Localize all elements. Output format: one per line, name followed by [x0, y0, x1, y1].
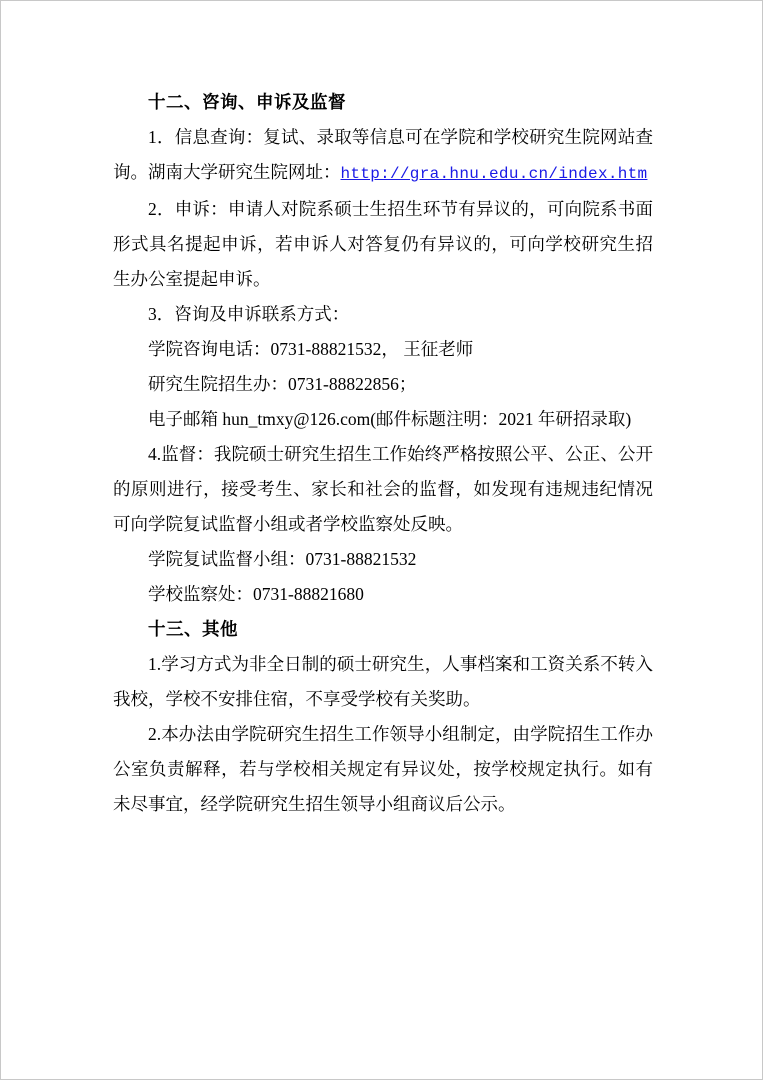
document-content [113, 85, 653, 822]
section-12-heading: 十二、咨询、申诉及监督 [148, 92, 346, 112]
contact-graduate-admissions-phone: 研究生院招生办：0731-88822856； [148, 374, 417, 394]
section-12-item-4: 4.监督：我院硕士研究生招生工作始终严格按照公平、公正、公开的原则进行，接受考生、家长和社会的监督，如发现有违规违纪情况可向学院复试监督小组或者学校监察处反映。 [113, 444, 653, 534]
section-12-item-1-text: 1．信息查询：复试、录取等信息可在学院和学校研究生院网站查询。湖南大学研究生院网址： [113, 127, 653, 182]
supervision-school-office: 学校监察处：0731-88821680 [148, 584, 364, 604]
graduate-school-website-link[interactable]: http://gra.hnu.edu.cn/index.htm [340, 165, 648, 183]
contact-college-phone: 学院咨询电话：0731-88821532， 王征老师 [148, 339, 474, 359]
section-13-heading: 十三、其他 [148, 619, 238, 639]
section-12-item-1 [113, 120, 653, 192]
section-13-item-1: 1.学习方式为非全日制的硕士研究生，人事档案和工资关系不转入我校，学校不安排住宿，不享受学校有关奖助。 [113, 654, 653, 709]
contact-email: 电子邮箱 hun_tmxy@126.com(邮件标题注明：2021 年研招录取) [148, 409, 632, 429]
supervision-college-group: 学院复试监督小组：0731-88821532 [148, 549, 417, 569]
section-12-item-3: 3．咨询及申诉联系方式： [148, 304, 350, 324]
section-13-item-2: 2.本办法由学院研究生招生工作领导小组制定，由学院招生工作办公室负责解释，若与学校相关规定有异议处，按学校规定执行。如有未尽事宜，经学院研究生招生领导小组商议后公示。 [113, 724, 653, 814]
section-12-item-2: 2．申诉：申请人对院系硕士生招生环节有异议的，可向院系书面形式具名提起申诉，若申诉人对答复仍有异议的，可向学校研究生招生办公室提起申诉。 [113, 199, 653, 289]
